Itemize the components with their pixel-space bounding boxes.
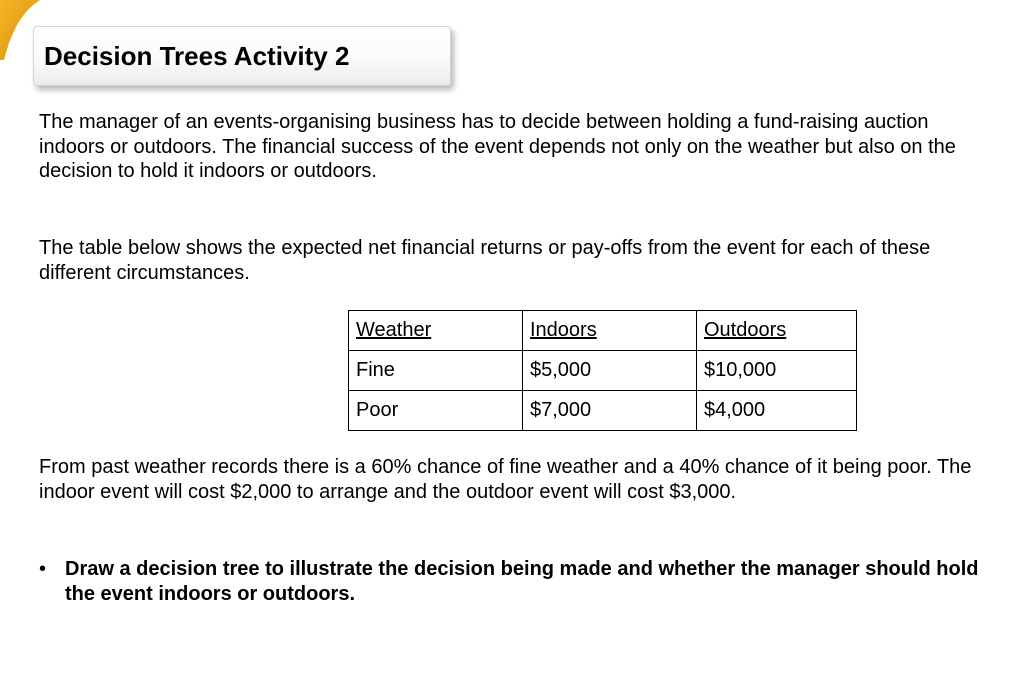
header-outdoors: Outdoors — [704, 319, 787, 341]
bullet-point-icon: • — [39, 558, 47, 580]
table-header-row — [349, 311, 857, 351]
title-box — [33, 26, 451, 86]
table-cell-outdoors: $10,000 — [697, 351, 857, 391]
table-cell-outdoors: $4,000 — [697, 391, 857, 431]
table-intro-paragraph: The table below shows the expected net financial returns or pay-offs from the event for each of these different circumstances. — [39, 237, 931, 284]
probability-paragraph: From past weather records there is a 60% chance of fine weather and a 40% chance of it being poor. The indoor event will cost $2,000 to arrange and the outdoor event will cost $3,000. — [39, 456, 972, 503]
table-cell-weather: Fine — [349, 351, 523, 391]
header-indoors: Indoors — [530, 319, 597, 341]
table-row — [349, 351, 857, 391]
intro-paragraph: The manager of an events-organising business has to decide between holding a fund-raising auction indoors or outdoors. The financial success of the event depends not only on the weather but also on the decision to hold it indoors or outdoors. — [39, 111, 956, 182]
header-weather: Weather — [356, 319, 432, 341]
slide-title: Decision Trees Activity 2 — [44, 41, 350, 71]
table-header-cell — [523, 311, 697, 351]
table-header-cell — [349, 311, 523, 351]
table-cell-indoors: $7,000 — [523, 391, 697, 431]
table-header-cell — [697, 311, 857, 351]
payoff-table — [348, 310, 857, 431]
task-instruction: Draw a decision tree to illustrate the decision being made and whether the manager should hold the event indoors or outdoors. — [65, 558, 979, 605]
table-row — [349, 391, 857, 431]
table-cell-weather: Poor — [349, 391, 523, 431]
table-cell-indoors: $5,000 — [523, 351, 697, 391]
